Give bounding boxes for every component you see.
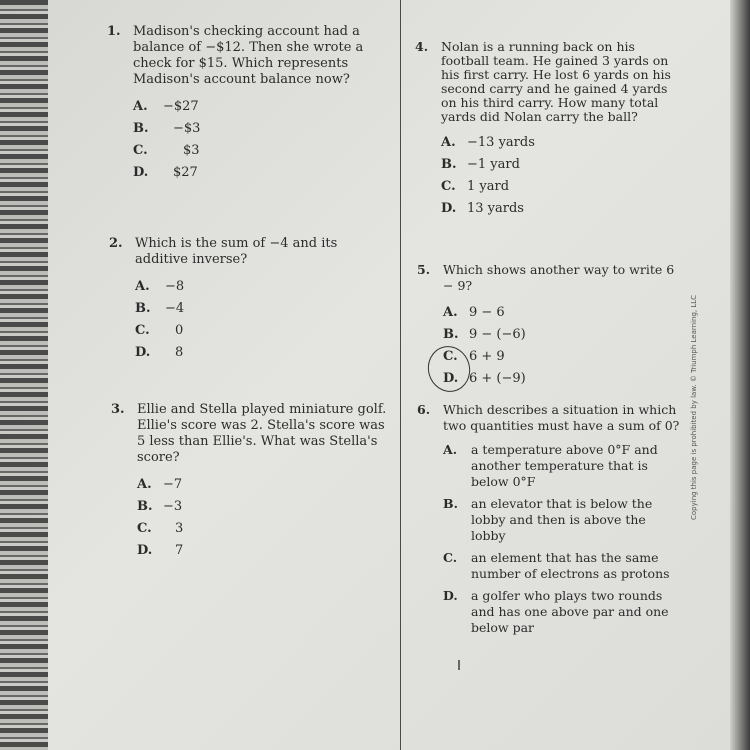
option-a[interactable]: A. 9 − 6 bbox=[443, 305, 505, 320]
question-stem: Nolan is a running back on his football team. He gained 3 yards on his first carry. He lost 6 yards on his second carry and he gained 4 yards on his third carry. How many total yards did Nolan carry the ball? bbox=[441, 39, 671, 124]
option-b[interactable]: B. −1 yard bbox=[441, 157, 520, 172]
copyright-notice: Copying this page is prohibited by law. © Triumph Learning, LLC bbox=[690, 294, 698, 520]
question-1 bbox=[107, 24, 388, 184]
option-a[interactable]: A. −$27 bbox=[133, 99, 199, 114]
question-stem: Which describes a situation in which two quantities must have a sum of 0? bbox=[443, 402, 680, 433]
option-b[interactable]: B. −3 bbox=[137, 499, 183, 514]
option-c[interactable]: C. an element that has the same number of electrons as protons bbox=[443, 550, 670, 581]
question-number: 1. bbox=[107, 24, 121, 39]
option-c[interactable]: C. 0 bbox=[135, 323, 184, 338]
options-list bbox=[135, 276, 385, 364]
option-b[interactable]: B. −$3 bbox=[133, 121, 201, 136]
question-number: 6. bbox=[417, 402, 431, 417]
question-number: 4. bbox=[415, 39, 429, 54]
option-a[interactable]: A. a temperature above 0°F and another temperature that is below 0°F bbox=[443, 442, 658, 489]
question-number: 2. bbox=[109, 236, 123, 251]
options-list bbox=[133, 96, 388, 184]
option-a[interactable]: A. −7 bbox=[137, 477, 183, 492]
question-stem: Which is the sum of −4 and its additive inverse? bbox=[135, 236, 338, 267]
options-list bbox=[443, 302, 678, 390]
options-list bbox=[137, 474, 387, 562]
option-b[interactable]: B. 9 − (−6) bbox=[443, 327, 526, 342]
option-d[interactable]: D. 6 + (−9) bbox=[443, 371, 526, 386]
option-c[interactable]: C. $3 bbox=[133, 143, 200, 158]
question-number: 3. bbox=[111, 402, 125, 417]
question-6 bbox=[417, 402, 683, 642]
option-a[interactable]: A. −8 bbox=[135, 279, 185, 294]
question-stem: Ellie and Stella played miniature golf. Ellie's score was 2. Stella's score was 5 less than Ellie's. What was Stella's score? bbox=[137, 402, 387, 465]
binder-strip bbox=[0, 0, 48, 750]
option-d[interactable]: D. 7 bbox=[137, 543, 184, 558]
option-c[interactable]: C. 1 yard bbox=[441, 179, 510, 194]
column-divider bbox=[400, 0, 401, 750]
option-d[interactable]: D. 13 yards bbox=[441, 201, 524, 216]
question-stem: Madison's checking account had a balance of −$12. Then she wrote a check for $15. Which represents Madison's account balance now? bbox=[133, 24, 364, 87]
option-b[interactable]: B. −4 bbox=[135, 301, 185, 316]
question-number: 5. bbox=[417, 262, 431, 277]
option-a[interactable]: A. −13 yards bbox=[441, 135, 535, 150]
option-d[interactable]: D. a golfer who plays two rounds and has one above par and one below par bbox=[443, 588, 669, 635]
question-3 bbox=[111, 402, 387, 562]
question-5 bbox=[417, 262, 678, 390]
option-d[interactable]: D. 8 bbox=[135, 345, 184, 360]
option-c[interactable]: C. 3 bbox=[137, 521, 184, 536]
page-edge bbox=[730, 0, 750, 750]
options-list bbox=[443, 442, 683, 636]
pencil-mark bbox=[458, 660, 460, 670]
question-4 bbox=[415, 39, 676, 220]
option-c[interactable]: C. 6 + 9 bbox=[443, 349, 505, 364]
question-2 bbox=[109, 236, 385, 364]
question-stem: Which shows another way to write 6 − 9? bbox=[443, 262, 675, 293]
option-d[interactable]: D. $27 bbox=[133, 165, 198, 180]
option-b[interactable]: B. an elevator that is below the lobby and then is above the lobby bbox=[443, 496, 653, 543]
options-list bbox=[441, 132, 676, 220]
